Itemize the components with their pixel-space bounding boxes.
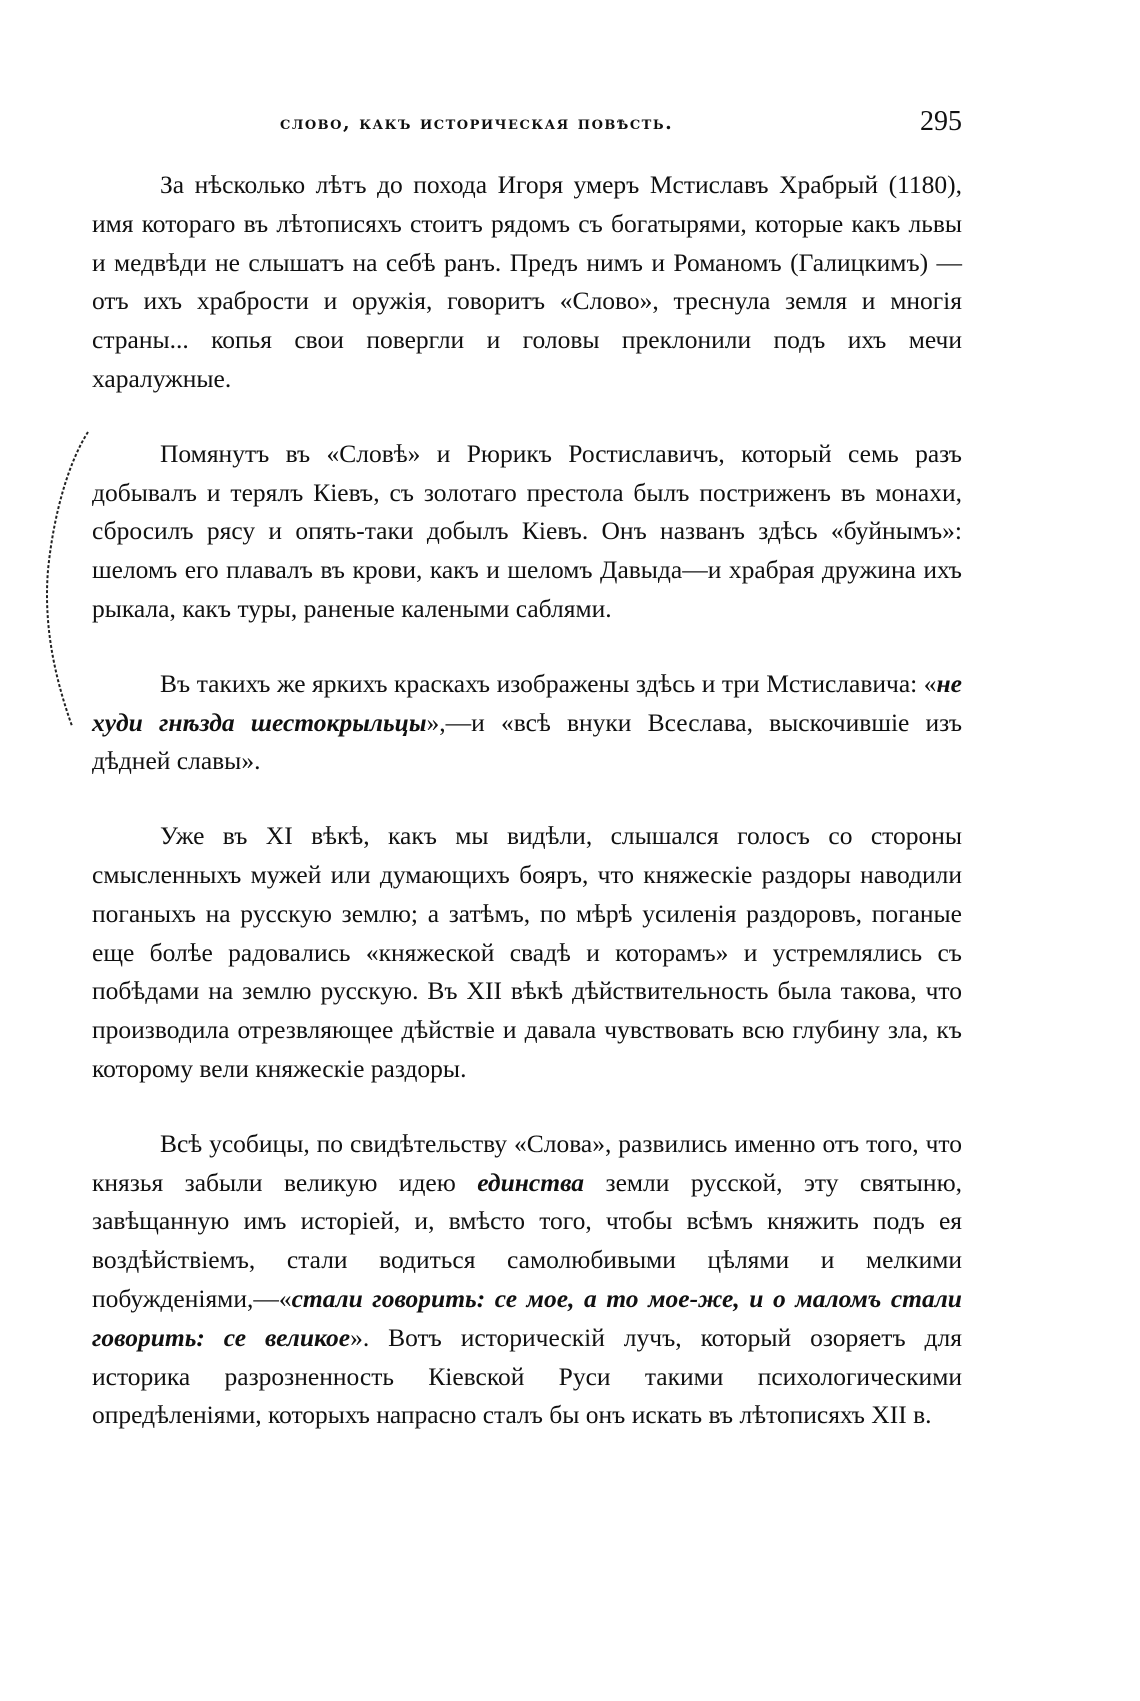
paragraph-3-quote: не худи гнѣзда шестокрыльцы bbox=[92, 668, 962, 737]
body-text bbox=[92, 166, 962, 1435]
paragraph-4 bbox=[92, 817, 962, 1089]
paragraph-5-part-a: Всѣ усобицы, по свидѣтельству «Слова», развились именно отъ того, что князья забыли великую идею bbox=[92, 1128, 962, 1197]
paragraph-5-part-b: земли русской, эту святыню, завѣщанную имъ исторіей, и, вмѣсто того, чтобы всѣмъ княжить подъ ея воздѣйствіемъ, стали водиться самолюбивыми цѣлями и мелкими побужденіями,—« bbox=[92, 1167, 962, 1313]
page-number: 295 bbox=[920, 106, 962, 137]
paragraph-1-text: За нѣсколько лѣтъ до похода Игоря умеръ Мстиславъ Храбрый (1180), имя котораго въ лѣтописяхъ стоитъ рядомъ съ богатырями, которые какъ львы и медвѣди не слышатъ на себѣ ранъ. Предъ нимъ и Романомъ (Галицкимъ) — отъ ихъ храбрости и оружія, говоритъ «Слово», треснула земля и многія страны... копья свои повергли и головы преклонили подъ ихъ мечи харалужные. bbox=[92, 170, 962, 393]
paragraph-3-part-b: »,—и «всѣ внуки Всеслава, выскочившіе изъ дѣдней славы». bbox=[92, 707, 962, 776]
paragraph-5-quote: стали говорить: се мое, а то мое-же, и о маломъ стали говорить: се великое bbox=[92, 1283, 962, 1352]
margin-annotation-line bbox=[30, 430, 100, 730]
paragraph-5-emphasis-unity: единства bbox=[477, 1167, 585, 1197]
paragraph-1 bbox=[92, 166, 962, 399]
paragraph-4-text: Уже въ XI вѣкѣ, какъ мы видѣли, слышался голосъ со стороны смысленныхъ мужей или думающихъ бояръ, что княжескіе раздоры наводили поганыхъ на русскую землю; а затѣмъ, по мѣрѣ усиленія раздоровъ, поганые еще болѣе радовались «княжеской свадѣ и которамъ» и устремлялись съ побѣдами на землю русскую. Въ XII вѣкѣ дѣйствительность была такова, что производила отрезвляющее дѣйствіе и давала чувствовать всю глубину зла, къ которому вели княжескіе раздоры. bbox=[92, 821, 962, 1083]
paragraph-5 bbox=[92, 1125, 962, 1435]
paragraph-2 bbox=[92, 435, 962, 629]
running-head: слово, какъ историческая повѣсть. bbox=[280, 112, 674, 134]
paragraph-3 bbox=[92, 665, 962, 781]
paragraph-5-part-c: ». Вотъ историческій лучъ, который озоряетъ для историка разрозненность Кіевской Руси такими психологическими опредѣленіями, которыхъ напрасно сталъ бы онъ искать въ лѣтописяхъ XII в. bbox=[92, 1322, 962, 1430]
paragraph-3-part-a: Въ такихъ же яркихъ краскахъ изображены здѣсь и три Мстиславича: « bbox=[160, 668, 937, 698]
paragraph-2-text: Помянутъ въ «Словѣ» и Рюрикъ Ростиславичъ, который семь разъ добывалъ и терялъ Кіевъ, съ золотаго престола былъ постриженъ въ монахи, сбросилъ рясу и опять-таки добылъ Кіевъ. Онъ названъ здѣсь «буйнымъ»: шеломъ его плавалъ въ крови, какъ и шеломъ Давыда—и храбрая дружина ихъ рыкала, какъ туры, раненые калеными саблями. bbox=[92, 438, 962, 623]
page-header bbox=[92, 106, 962, 152]
